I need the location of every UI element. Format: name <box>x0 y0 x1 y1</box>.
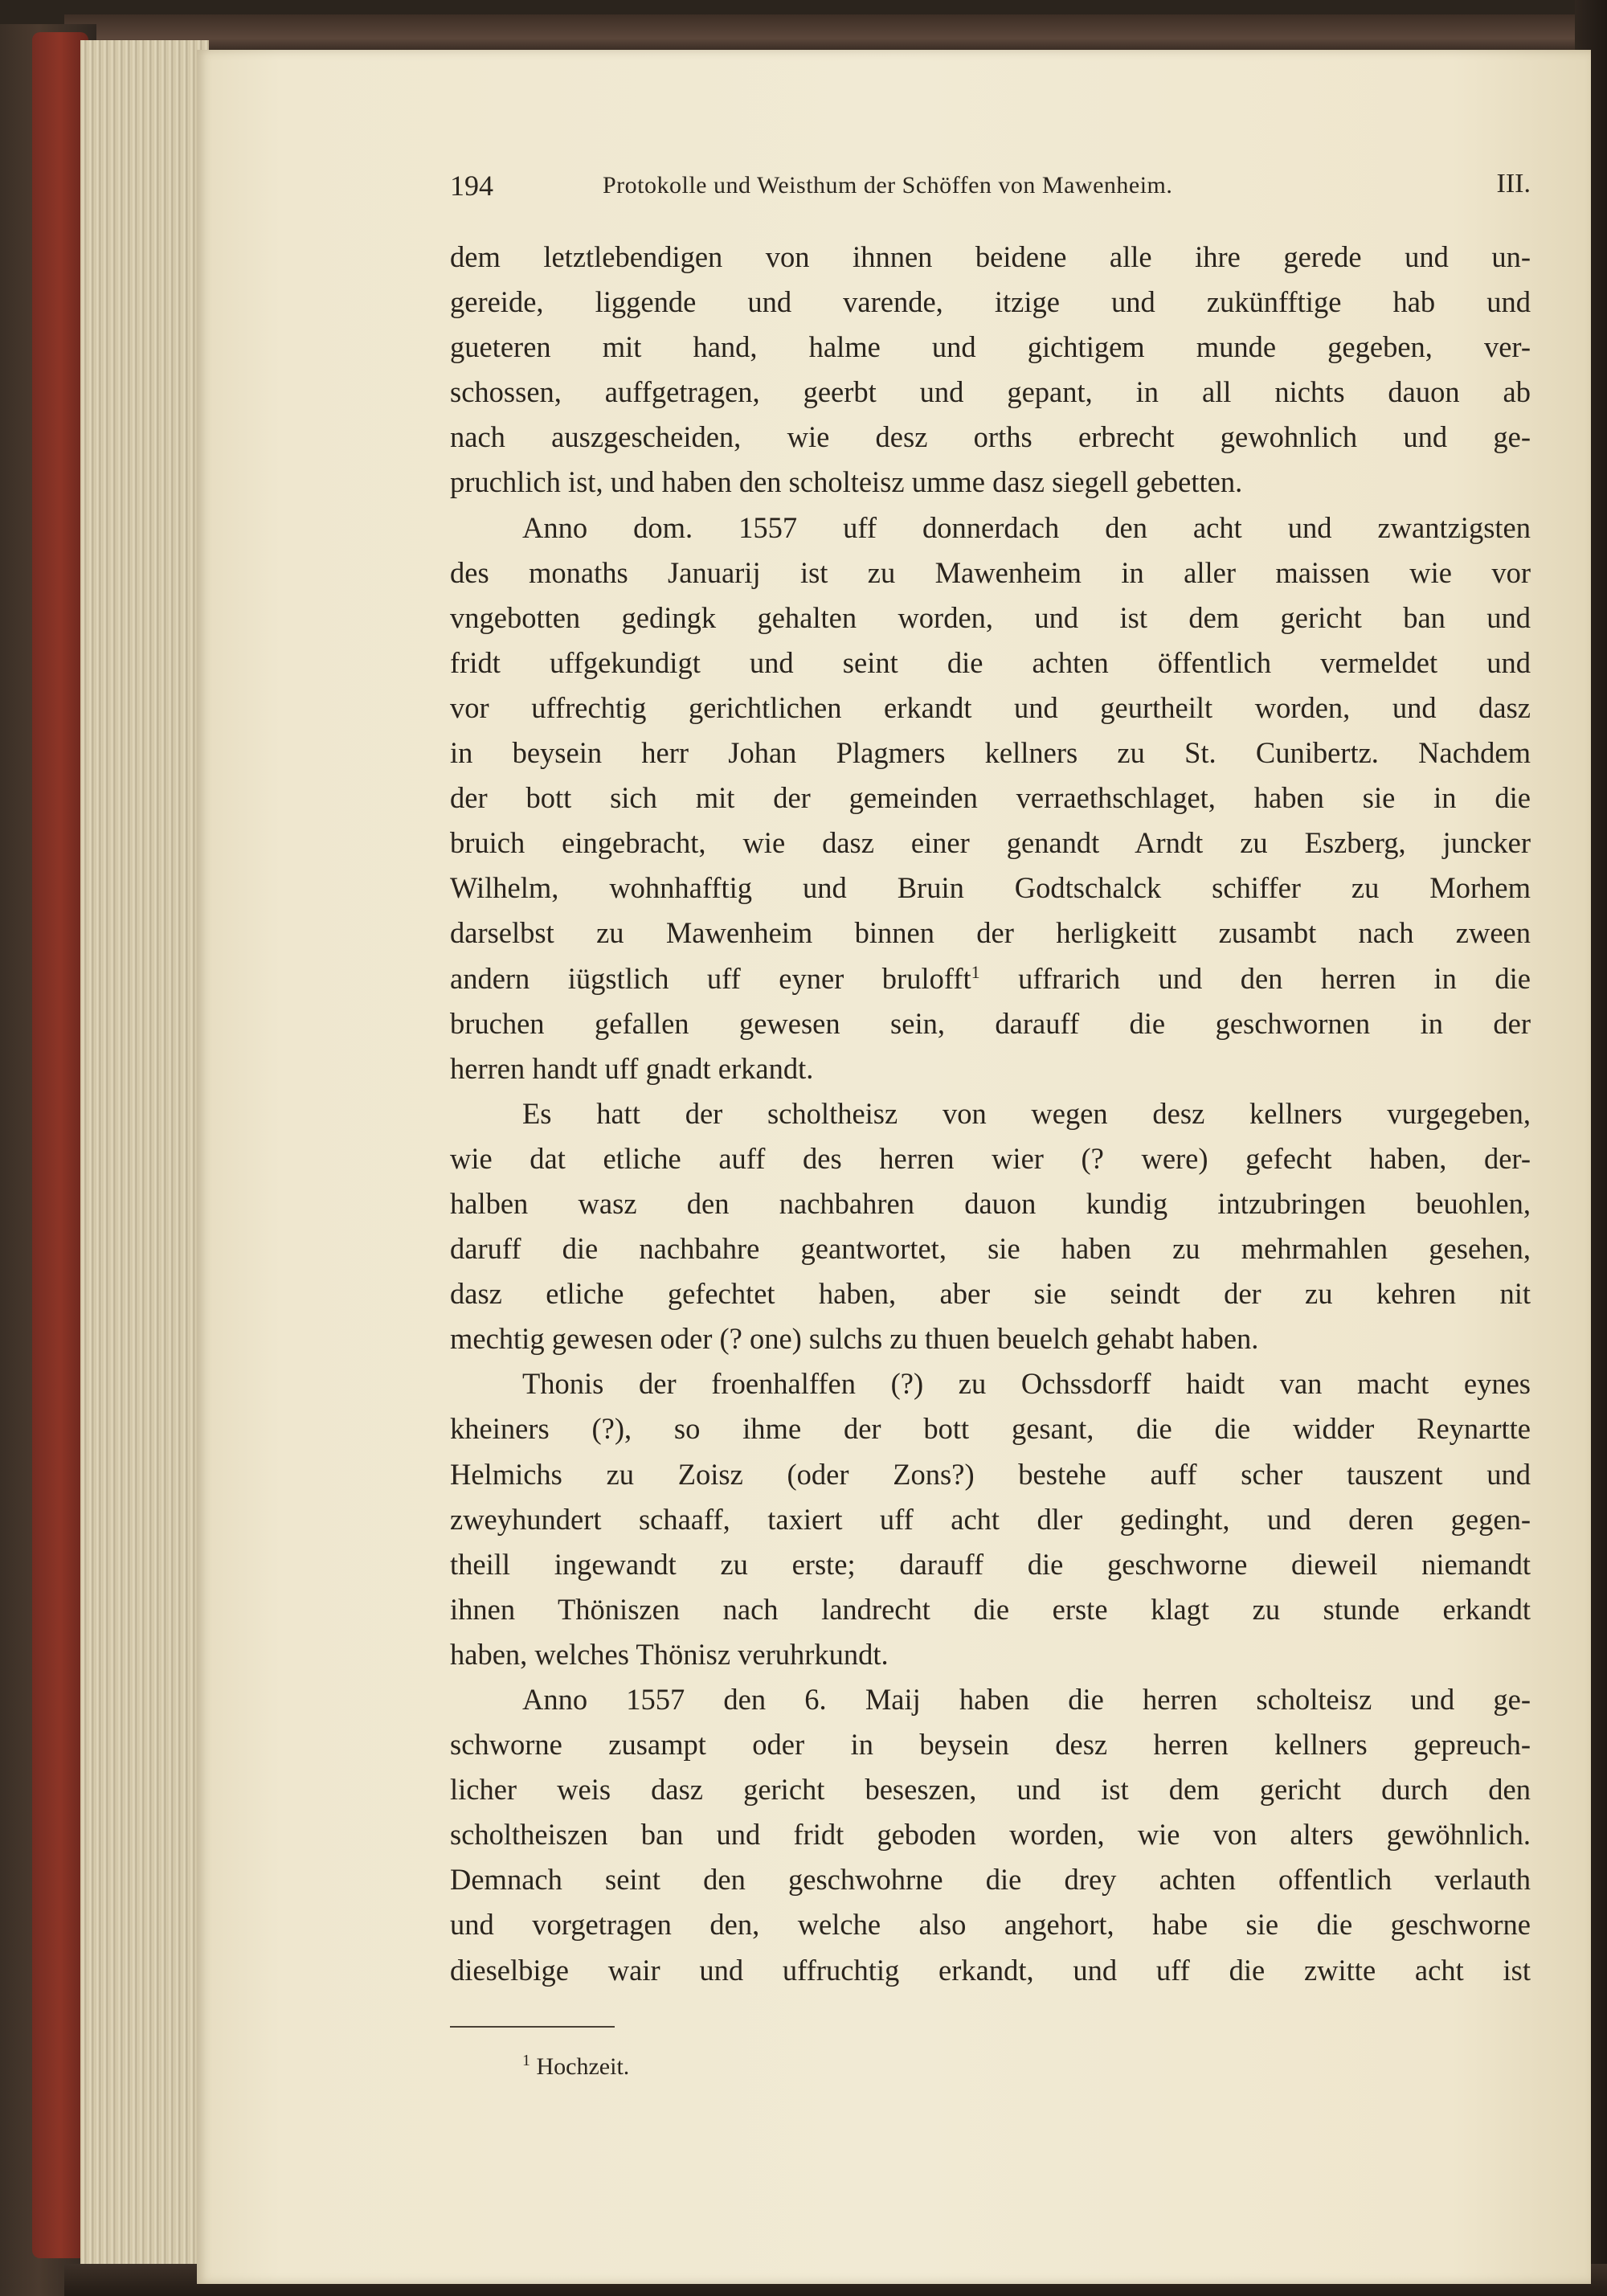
text-line-content: darselbst zu Mawenheim binnen der herligkeitt zusambt nach zween <box>450 916 1531 950</box>
text-line <box>450 1316 1531 1361</box>
text-line-content: Thonis der froenhalffen (?) zu Ochssdorff haidt van macht eynes <box>522 1367 1531 1401</box>
text-line <box>450 235 1531 280</box>
top-binding-edge <box>64 14 1591 55</box>
text-line <box>450 325 1531 370</box>
text-line-content: Es hatt der scholtheisz von wegen desz kellners vurgegeben, <box>522 1096 1531 1130</box>
text-line <box>450 280 1531 325</box>
text-line-content: schworne zusampt oder in beysein desz herren kellners gepreuch- <box>450 1728 1531 1762</box>
text-line-content: Wilhelm, wohnhafftig und Bruin Godtschalck schiffer zu Morhem <box>450 871 1531 905</box>
text-line-content: dasz etliche gefechtet haben, aber sie seindt der zu kehren nit <box>450 1277 1531 1311</box>
text-line <box>450 1361 1531 1406</box>
footnote-text: Hochzeit. <box>536 2053 630 2080</box>
text-line-content: vor uffrechtig gerichtlichen erkandt und geurtheilt worden, und dasz <box>450 690 1531 724</box>
text-line-content: dieselbige wair und uffruchtig erkandt, und uff die zwitte acht ist <box>450 1953 1531 1987</box>
text-line-content: haben, welches Thönisz veruhrkundt. <box>450 1637 889 1671</box>
text-line-content: pruchlich ist, und haben den scholteisz umme dasz siegell gebetten. <box>450 465 1243 499</box>
text-line <box>450 1226 1531 1271</box>
text-line <box>450 1632 1531 1677</box>
text-line-content: schossen, auffgetragen, geerbt und gepant, in all nichts dauon ab <box>450 375 1531 409</box>
text-line-content: kheiners (?), so ihme der bott gesant, die die widder Reynartte <box>450 1412 1531 1446</box>
text-line-content: herren handt uff gnadt erkandt. <box>450 1051 814 1085</box>
stacked-page-edges <box>80 40 209 2274</box>
text-line <box>450 1948 1531 1993</box>
text-line <box>450 686 1531 731</box>
footnote-marker: 1 <box>522 2052 530 2069</box>
text-line-content: Helmichs zu Zoisz (oder Zons?) bestehe auff scher tauszent und <box>450 1457 1531 1491</box>
text-line <box>450 776 1531 821</box>
text-line <box>450 550 1531 595</box>
text-line-content: des monaths Januarij ist zu Mawenheim in aller maissen wie vor <box>450 555 1531 589</box>
text-line-content: in beysein herr Johan Plagmers kellners zu St. Cunibertz. Nachdem <box>450 736 1531 770</box>
text-line <box>450 1001 1531 1046</box>
text-line-content: der bott sich mit der gemeinden verraethschlaget, haben sie in die <box>450 781 1531 815</box>
text-line-content: vngebotten gedingk gehalten worden, und ist dem gericht ban und <box>450 600 1531 634</box>
text-line-content: Anno 1557 den 6. Maij haben die herren scholteisz und ge- <box>522 1683 1531 1716</box>
text-line-content: mechtig gewesen oder (? one) sulchs zu thuen beuelch gehabt haben. <box>450 1322 1259 1356</box>
text-line-content: wie dat etliche auff des herren wier (? were) gefecht haben, der- <box>450 1141 1531 1175</box>
text-line-content: licher weis dasz gericht beseszen, und ist dem gericht durch den <box>450 1773 1531 1807</box>
text-line-content: Anno dom. 1557 uff donnerdach den acht und zwantzigsten <box>522 510 1531 544</box>
text-line-content: bruich eingebracht, wie dasz einer genandt Arndt zu Eszberg, juncker <box>450 826 1531 860</box>
text-line <box>450 1857 1531 1902</box>
text-line-content: halben wasz den nachbahren dauon kundig intzubringen beuohlen, <box>450 1186 1531 1220</box>
text-line-content: nach auszgescheiden, wie desz orths erbrecht gewohnlich und ge- <box>450 420 1531 454</box>
text-line-content: gereide, liggende und varende, itzige und zukünfftige hab und <box>450 285 1531 319</box>
text-line-content: dem letztlebendigen von ihnnen beidene alle ihre gerede und un- <box>450 240 1531 273</box>
text-line <box>450 595 1531 641</box>
text-line <box>450 1587 1531 1632</box>
text-line-content: und vorgetragen den, welche also angehort, habe sie die geschworne <box>450 1908 1531 1942</box>
text-line <box>450 1271 1531 1316</box>
text-line-content: bruchen gefallen gewesen sein, darauff die geschwornen in der <box>450 1006 1531 1040</box>
text-line <box>450 1812 1531 1857</box>
text-line <box>450 1181 1531 1226</box>
running-title: Protokolle und Weisthum der Schöffen von Mawenheim. <box>603 172 1173 198</box>
running-header <box>450 169 1531 209</box>
text-line <box>450 956 1531 1001</box>
text-line <box>450 911 1531 956</box>
text-line <box>450 1497 1531 1542</box>
text-line <box>450 1136 1531 1181</box>
text-line <box>450 866 1531 911</box>
text-line <box>450 1542 1531 1587</box>
text-line-content: daruff die nachbahre geantwortet, sie haben zu mehrmahlen gesehen, <box>450 1232 1531 1266</box>
text-line-content: theill ingewandt zu erste; darauff die geschworne dieweil niemandt <box>450 1547 1531 1581</box>
text-line-content: zweyhundert schaaff, taxiert uff acht dler gedinght, und deren gegen- <box>450 1502 1531 1536</box>
text-line <box>450 821 1531 866</box>
text-line <box>450 370 1531 415</box>
section-number: III. <box>1496 169 1531 198</box>
text-line <box>450 1452 1531 1497</box>
text-line <box>450 505 1531 550</box>
page-number: 194 <box>450 170 493 202</box>
text-line <box>450 1677 1531 1722</box>
text-line-content: andern iügstlich uff eyner brulofft <box>450 961 971 995</box>
text-line <box>450 1767 1531 1812</box>
text-line <box>450 460 1531 505</box>
text-line <box>450 1091 1531 1136</box>
footnote <box>522 2053 629 2081</box>
text-line <box>450 731 1531 776</box>
text-line <box>450 641 1531 686</box>
text-line-content: fridt uffgekundigt und seint die achten öffentlich vermeldet und <box>450 645 1531 679</box>
text-line-content: Demnach seint den geschwohrne die drey achten offentlich verlauth <box>450 1863 1531 1897</box>
text-line <box>450 1046 1531 1091</box>
text-line-content: gueteren mit hand, halme und gichtigem munde gegeben, ver- <box>450 330 1531 364</box>
text-line-content: ihnen Thöniszen nach landrecht die erste klagt zu stunde erkandt <box>450 1592 1531 1626</box>
footnote-reference: 1 <box>971 961 980 982</box>
text-line <box>450 1902 1531 1947</box>
text-line-content: scholtheiszen ban und fridt geboden worden, wie von alters gewöhnlich. <box>450 1818 1531 1852</box>
body-text <box>450 235 1531 1993</box>
text-line-continuation: uffrarich und den herren in die <box>979 961 1531 995</box>
text-line <box>450 1722 1531 1767</box>
footnote-rule <box>450 2026 615 2028</box>
text-line <box>450 1406 1531 1451</box>
text-line <box>450 415 1531 460</box>
